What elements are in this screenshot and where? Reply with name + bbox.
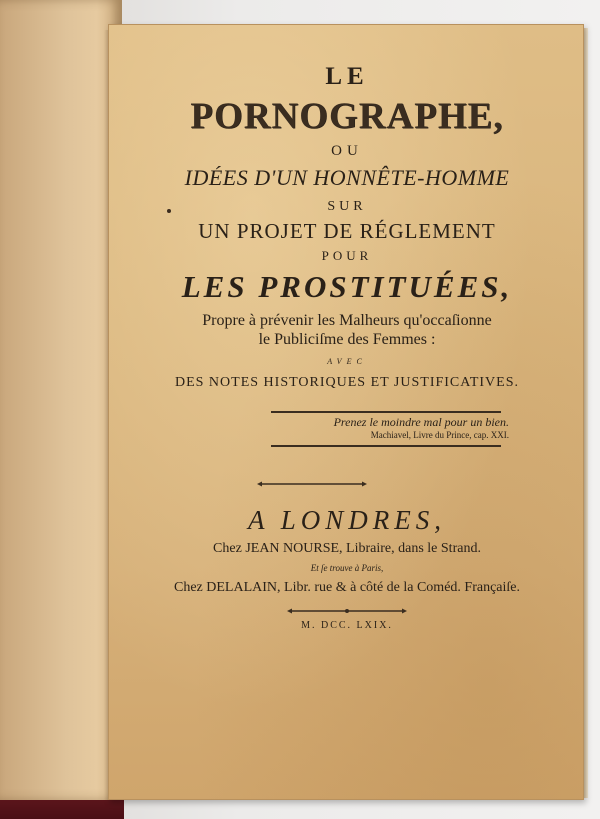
epigraph-citation: Machiavel, Livre du Prince, cap. XXI. bbox=[370, 430, 509, 440]
imprint-paris: Et ſe trouve à Paris, bbox=[310, 563, 384, 573]
title-line-ou: OU bbox=[331, 143, 363, 159]
ornament-divider-bottom bbox=[287, 608, 407, 614]
main-title: PORNOGRAPHE, bbox=[190, 96, 504, 137]
title-line-le: LE bbox=[325, 63, 369, 90]
title-line-sur: SUR bbox=[327, 199, 367, 214]
description-line-2: le Publiciſme des Femmes : bbox=[258, 331, 436, 348]
imprint-printer: Chez JEAN NOURSE, Libraire, dans le Strand. bbox=[213, 541, 481, 556]
epigraph-rule-bottom bbox=[271, 445, 501, 447]
description-line-1: Propre à prévenir les Malheurs qu'occaſionne bbox=[202, 312, 492, 329]
title-line-avec: AVEC bbox=[327, 357, 367, 366]
subtitle-idees: IDÉES D'UN HONNÊTE-HOMME bbox=[184, 165, 510, 190]
imprint-date: M. DCC. LXIX. bbox=[301, 620, 393, 631]
title-page bbox=[108, 24, 584, 800]
title-page-content bbox=[109, 25, 585, 801]
imprint-place: A LONDRES, bbox=[247, 505, 446, 535]
notes-line: DES NOTES HISTORIQUES ET JUSTIFICATIVES. bbox=[174, 375, 519, 390]
subtitle-projet: UN PROJET DE RÉGLEMENT bbox=[198, 219, 496, 243]
epigraph-quote: Prenez le moindre mal pour un bien. bbox=[333, 415, 509, 429]
subtitle-prostituees: LES PROSTITUÉES, bbox=[181, 269, 513, 304]
ornament-divider-top bbox=[257, 481, 367, 487]
title-line-pour: POUR bbox=[321, 248, 373, 263]
epigraph-rule-top bbox=[271, 411, 501, 413]
imprint-seller: Chez DELALAIN, Libr. rue & à côté de la Coméd. Françaiſe. bbox=[174, 580, 520, 595]
